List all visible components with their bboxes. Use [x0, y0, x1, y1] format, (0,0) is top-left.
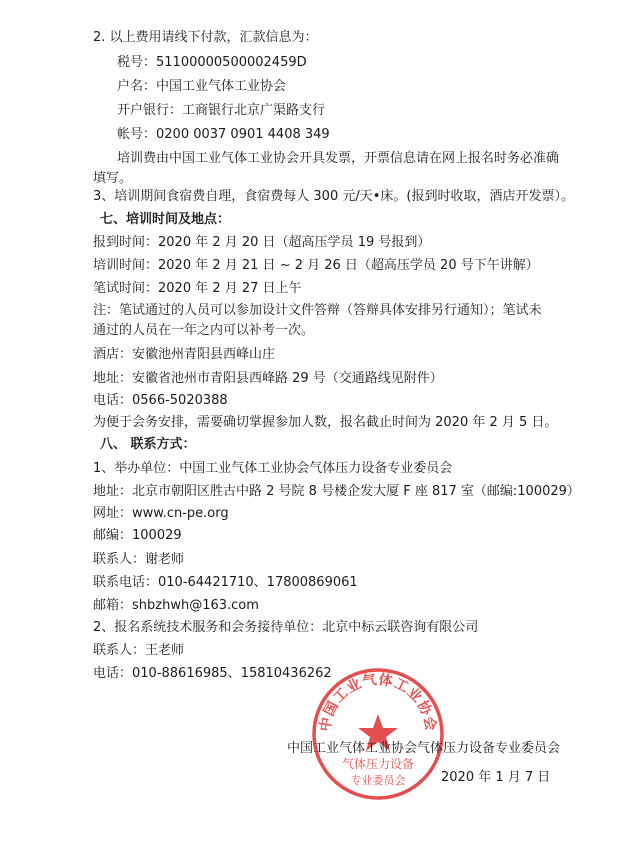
section-8-heading: 八、 联系方式：: [100, 437, 196, 452]
seal-inner-text-1: 气体压力设备: [341, 757, 415, 771]
account-name-line: 户名：中国工业气体工业协会: [117, 79, 287, 94]
signature-organization: 中国工业气体工业协会气体压力设备专业委员会: [287, 741, 561, 756]
exam-time-line: 笔试时间：2020 年 2 月 27 日上午: [93, 281, 302, 296]
service-phone-line: 电话：010-88616985、15810436262: [93, 666, 332, 681]
invoice-note-line-1: 培训费由中国工业气体工业协会开具发票，开票信息请在网上报名时务必准确: [117, 151, 560, 166]
section-7-heading: 七、培训时间及地点：: [100, 212, 231, 227]
email-line: 邮箱：shbzhwh@163.com: [93, 598, 259, 613]
training-time-line: 培训时间：2020 年 2 月 21 日 ~ 2 月 26 日（超高压学员 20 号下午讲解）: [93, 258, 539, 273]
hotel-phone-line: 电话：0566-5020388: [93, 393, 228, 408]
exam-note-line-2: 通过的人员在一年之内可以补考一次。: [93, 323, 315, 338]
postcode-line: 邮编：100029: [93, 528, 182, 543]
service-contact-line: 联系人：王老师: [93, 643, 185, 658]
service-unit-line: 2、报名系统技术服务和会务接待单位：北京中标云联咨询有限公司: [93, 620, 479, 635]
exam-note-line-1: 注：笔试通过的人员可以参加设计文件答辩（答辩具体安排另行通知）；笔试未: [93, 303, 542, 318]
tax-id-line: 税号：51100000500002459D: [117, 55, 307, 70]
seal-outer-text: 中国工业气体工业协会: [317, 671, 439, 733]
account-number-line: 帐号：0200 0037 0901 4408 349: [117, 127, 330, 142]
invoice-note-line-2: 填写。: [93, 171, 133, 186]
lodging-note-line: 3、培训期间食宿费自理，食宿费每人 300 元/天•床。(报到时收取，酒店开发票）。: [93, 189, 574, 204]
website-line: 网址：www.cn-pe.org: [93, 506, 229, 521]
seal-inner-text-2: 专业委员会: [350, 774, 406, 787]
registration-time-line: 报到时间：2020 年 2 月 20 日（超高压学员 19 号报到）: [93, 235, 431, 250]
hotel-address-line: 地址：安徽省池州市青阳县西峰路 29 号（交通路线见附件）: [93, 371, 443, 386]
deadline-line: 为便于会务安排，需要确切掌握参加人数，报名截止时间为 2020 年 2 月 5 日。: [93, 415, 558, 430]
contact-phone-line: 联系电话：010-64421710、17800869061: [93, 575, 358, 590]
organizer-line: 1、举办单位：中国工业气体工业协会气体压力设备专业委员会: [93, 461, 453, 476]
hotel-line: 酒店：安徽池州青阳县西峰山庄: [93, 347, 276, 362]
signature-date: 2020 年 1 月 7 日: [441, 770, 551, 785]
contact-person-line: 联系人：谢老师: [93, 552, 185, 567]
payment-note-line: 2. 以上费用请线下付款，汇款信息为：: [93, 30, 318, 45]
official-seal: [308, 664, 448, 804]
organizer-address-line: 地址：北京市朝阳区胜古中路 2 号院 8 号楼企发大厦 F 座 817 室（邮编:100029）: [93, 484, 580, 499]
bank-line: 开户银行：工商银行北京广渠路支行: [117, 103, 326, 118]
